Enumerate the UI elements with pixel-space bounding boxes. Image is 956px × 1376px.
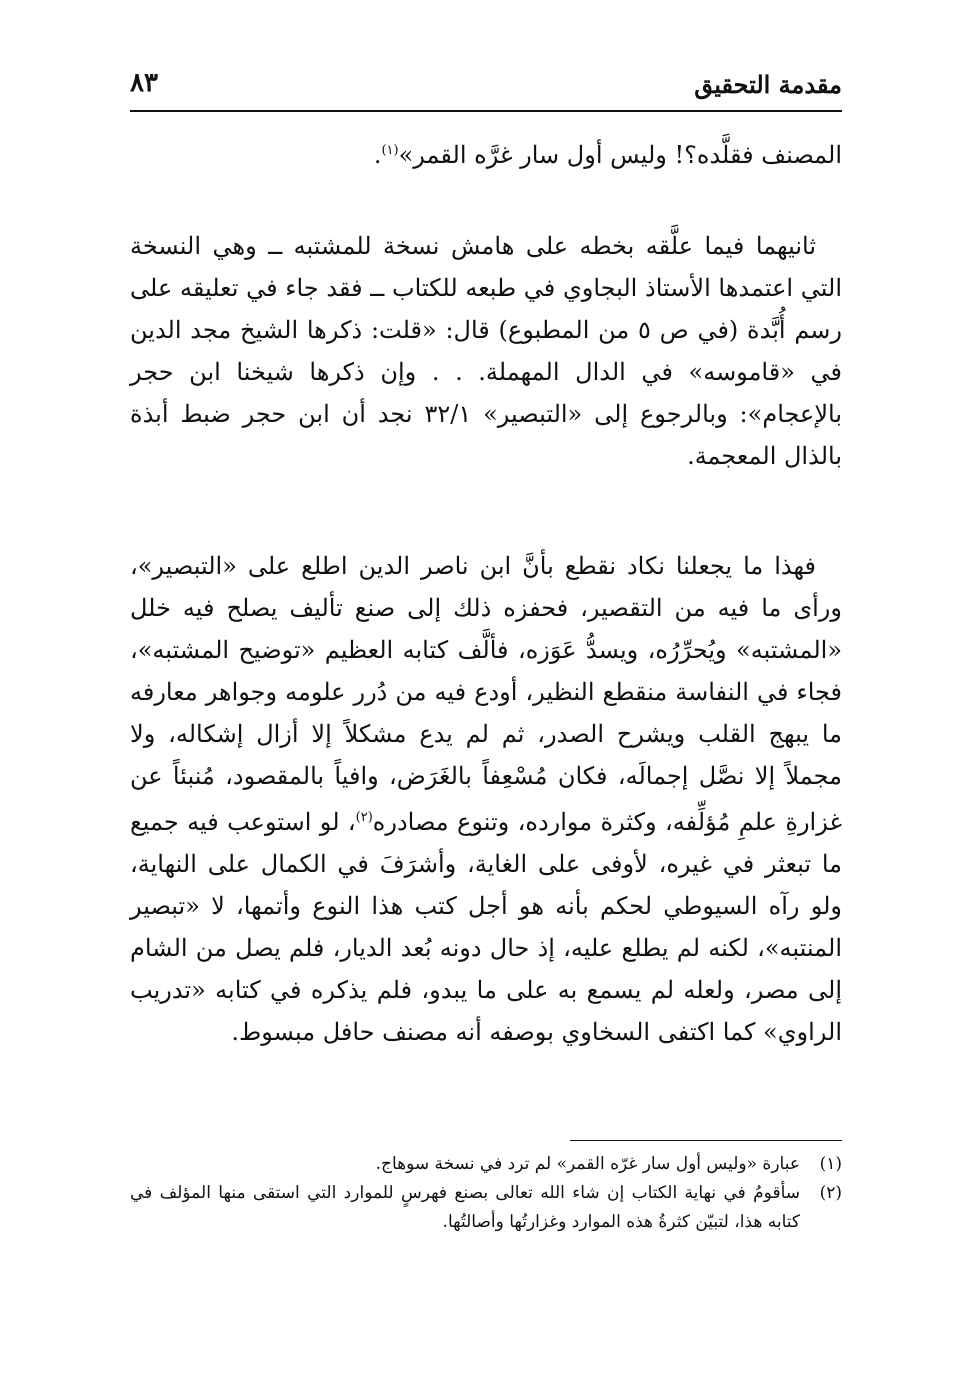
paragraph-2-text: ثانيهما فيما علَّقه بخطه على هامش نسخة للمشتبه ــ وهي النسخة التي اعتمدها الأستاذ البجاوي في طبعه للكتاب ــ فقد جاء في تعليقه على رسم أُبَّدة (في ص ٥ من المطبوع) قال: «قلت: ذكرها الشيخ مجد الدين في «قاموسه» في الدال المهملة. . . وإن ذكرها شيخنا ابن حجر بالإعجام»: وبالرجوع إلى «التبصير» ٣٢/١ نجد أن ابن حجر ضبط أبذة بالذال المعجمة. <box>130 232 842 470</box>
footnote-text: سأقومُ في نهاية الكتاب إن شاء الله تعالى بصنع فهرسٍ للموارد التي استقى منها المؤلف في كتابه هذا، لتبيّن كثرةُ هذه الموارد وغزارتُها وأصالتُها. <box>130 1183 800 1232</box>
footnote-ref-1: (١) <box>381 143 399 158</box>
footnote-1 <box>130 1150 842 1179</box>
paragraph-2 <box>130 225 842 477</box>
page-header <box>130 66 842 110</box>
paragraph-3 <box>130 545 842 1053</box>
paragraph-1-tail: . <box>373 141 382 169</box>
footnote-text: عبارة «وليس أول سار غرّه القمر» لم ترد في نسخة سوهاج. <box>375 1154 800 1174</box>
footnote-divider <box>570 1140 842 1141</box>
footnotes <box>130 1150 842 1237</box>
paragraph-1 <box>130 130 842 176</box>
page-number: ٨٣ <box>130 68 158 98</box>
header-divider <box>130 110 842 112</box>
footnote-2 <box>130 1179 842 1237</box>
running-title: مقدمة التحقيق <box>694 70 842 99</box>
paragraph-3-text-after-ref: ، لو استوعب فيه جميع ما تبعثر في غيره، لأوفى على الغاية، وأشرَفَ في الكمال على النهاية، ولو رآه السيوطي لحكم بأنه هو أجل كتب هذا النوع وأتمها، لا «تبصير المنتبه»، لكنه لم يطلع عليه، إذ حال دونه بُعد الديار، فلم يصل من الشام إلى مصر، ولعله لم يسمع به على ما يبدو، فلم يذكره في كتابه «تدريب الراوي» كما اكتفى السخاوي بوصفه أنه مصنف حافل مبسوط. <box>130 808 842 1046</box>
paragraph-1-text: المصنف فقلَّده؟! وليس أول سار غرَّه القمر» <box>398 141 842 169</box>
footnote-number: (١) <box>819 1154 842 1174</box>
paragraph-3-text-before-ref: فهذا ما يجعلنا نكاد نقطع بأنَّ ابن ناصر الدين اطلع على «التبصير»، ورأى ما فيه من التقصير، فحفزه ذلك إلى صنع تأليف يصلح فيه خلل «المشتبه» ويُحرِّرُه، ويسدُّ عَوَزه، فألَّف كتابه العظيم «توضيح المشتبه»، فجاء في النفاسة منقطع النظير، أودع فيه من دُرر علومه وجواهر معارفه ما يبهج القلب ويشرح الصدر، ثم لم يدع مشكلاً إلا أزال إشكاله، ولا مجملاً إلا نصَّل إجمالَه، فكان مُسْعِفاً بالغَرَض، وافياً بالمقصود، مُنبئاً عن غزارةِ علمِ مُؤلِّفه، وكثرة موارده، وتنوع مصادره <box>130 552 842 836</box>
footnote-number: (٢) <box>819 1183 842 1203</box>
footnote-ref-2: (٢) <box>355 810 373 825</box>
